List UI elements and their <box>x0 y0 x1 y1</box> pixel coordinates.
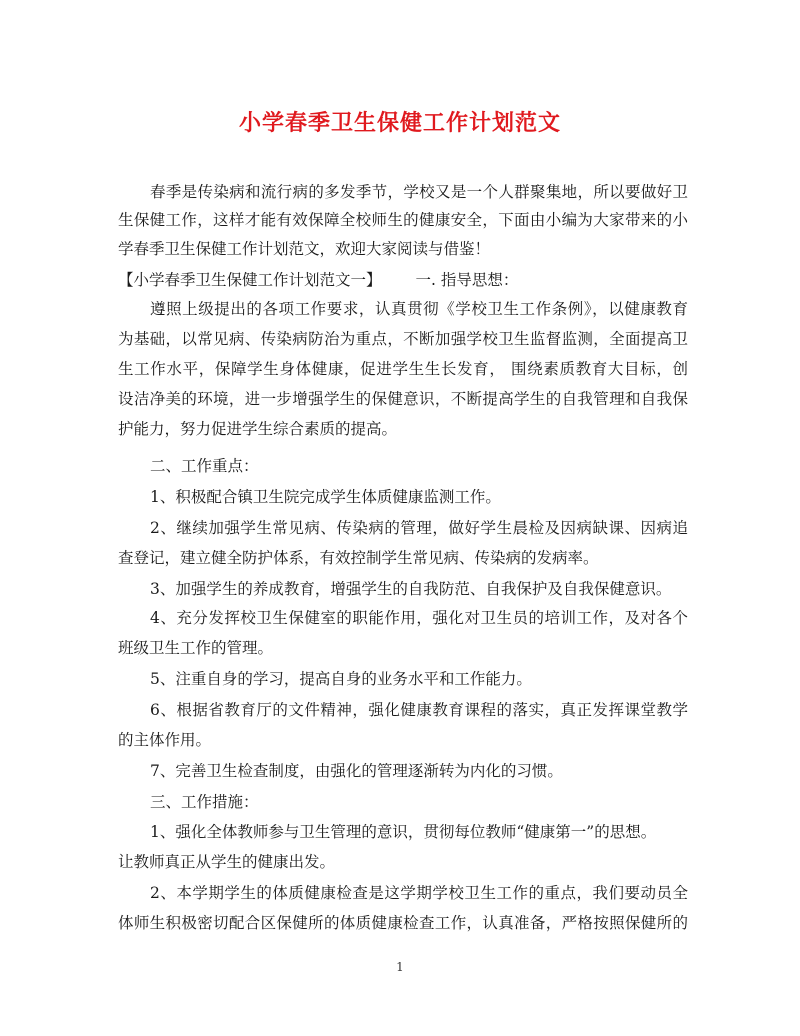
focus-item-4a: 4、充分发挥校卫生保健室的职能作用，强化对卫生员的培训工作，及对各个 <box>150 609 688 627</box>
guiding-line-2: 为基础，以常见病、传染病防治为重点，不断加强学校卫生监督监测，全面提高卫 <box>118 330 688 348</box>
guiding-line-5: 护能力，努力促进学生综合素质的提高。 <box>118 420 398 438</box>
focus-heading: 二、工作重点： <box>150 457 259 475</box>
measures-heading: 三、工作措施： <box>150 793 259 811</box>
measures-item-2a: 2、本学期学生的体质健康检查是这学期学校卫生工作的重点，我们要动员全 <box>150 884 688 902</box>
focus-item-6b: 的主体作用。 <box>118 731 212 749</box>
guiding-line-3: 生工作水平，保障学生身体健康，促进学生生长发育， 围绕素质教育大目标，创 <box>118 360 688 378</box>
focus-item-3: 3、加强学生的养成教育，增强学生的自我防范、自我保护及自我保健意识。 <box>150 580 672 598</box>
measures-item-2b: 体师生积极密切配合区保健所的体质健康检查工作，认真准备，严格按照保健所的 <box>118 914 688 932</box>
intro-line-1: 春季是传染病和流行病的多发季节，学校又是一个人群聚集地，所以要做好卫 <box>150 183 688 201</box>
page-title: 小学春季卫生保健工作计划范文 <box>238 110 561 136</box>
focus-item-4b: 班级卫生工作的管理。 <box>118 639 274 657</box>
focus-item-2a: 2、继续加强学生常见病、传染病的管理，做好学生晨检及因病缺课、因病追 <box>150 519 688 537</box>
measures-item-1a: 1、强化全体教师参与卫生管理的意识，贯彻每位教师“健康第一”的思想。 <box>150 823 657 841</box>
focus-item-1: 1、积极配合镇卫生院完成学生体质健康监测工作。 <box>150 488 501 506</box>
focus-item-2b: 查登记，建立健全防护体系，有效控制学生常见病、传染病的发病率。 <box>118 549 599 567</box>
guiding-line-4: 设洁净美的环境，进一步增强学生的保健意识，不断提高学生的自我管理和自我保 <box>118 390 688 408</box>
intro-line-3: 学春季卫生保健工作计划范文，欢迎大家阅读与借鉴！ <box>118 240 491 258</box>
focus-item-7: 7、完善卫生检查制度，由强化的管理逐渐转为内化的习惯。 <box>150 762 563 780</box>
section-heading: 一. 指导思想： <box>415 271 519 289</box>
intro-line-2: 生保健工作，这样才能有效保障全校师生的健康安全，下面由小编为大家带来的小 <box>118 211 688 229</box>
section-tag: 【小学春季卫生保健工作计划范文一】 <box>118 271 382 289</box>
measures-item-1b: 让教师真正从学生的健康出发。 <box>118 853 336 871</box>
section-header-row <box>118 269 688 291</box>
focus-item-5: 5、注重自身的学习，提高自身的业务水平和工作能力。 <box>150 670 532 688</box>
page-number: 1 <box>396 960 404 974</box>
focus-item-6a: 6、根据省教育厅的文件精神，强化健康教育课程的落实，真正发挥课堂教学 <box>150 701 688 719</box>
guiding-line-1: 遵照上级提出的各项工作要求，认真贯彻《学校卫生工作条例》，以健康教育 <box>150 300 688 318</box>
